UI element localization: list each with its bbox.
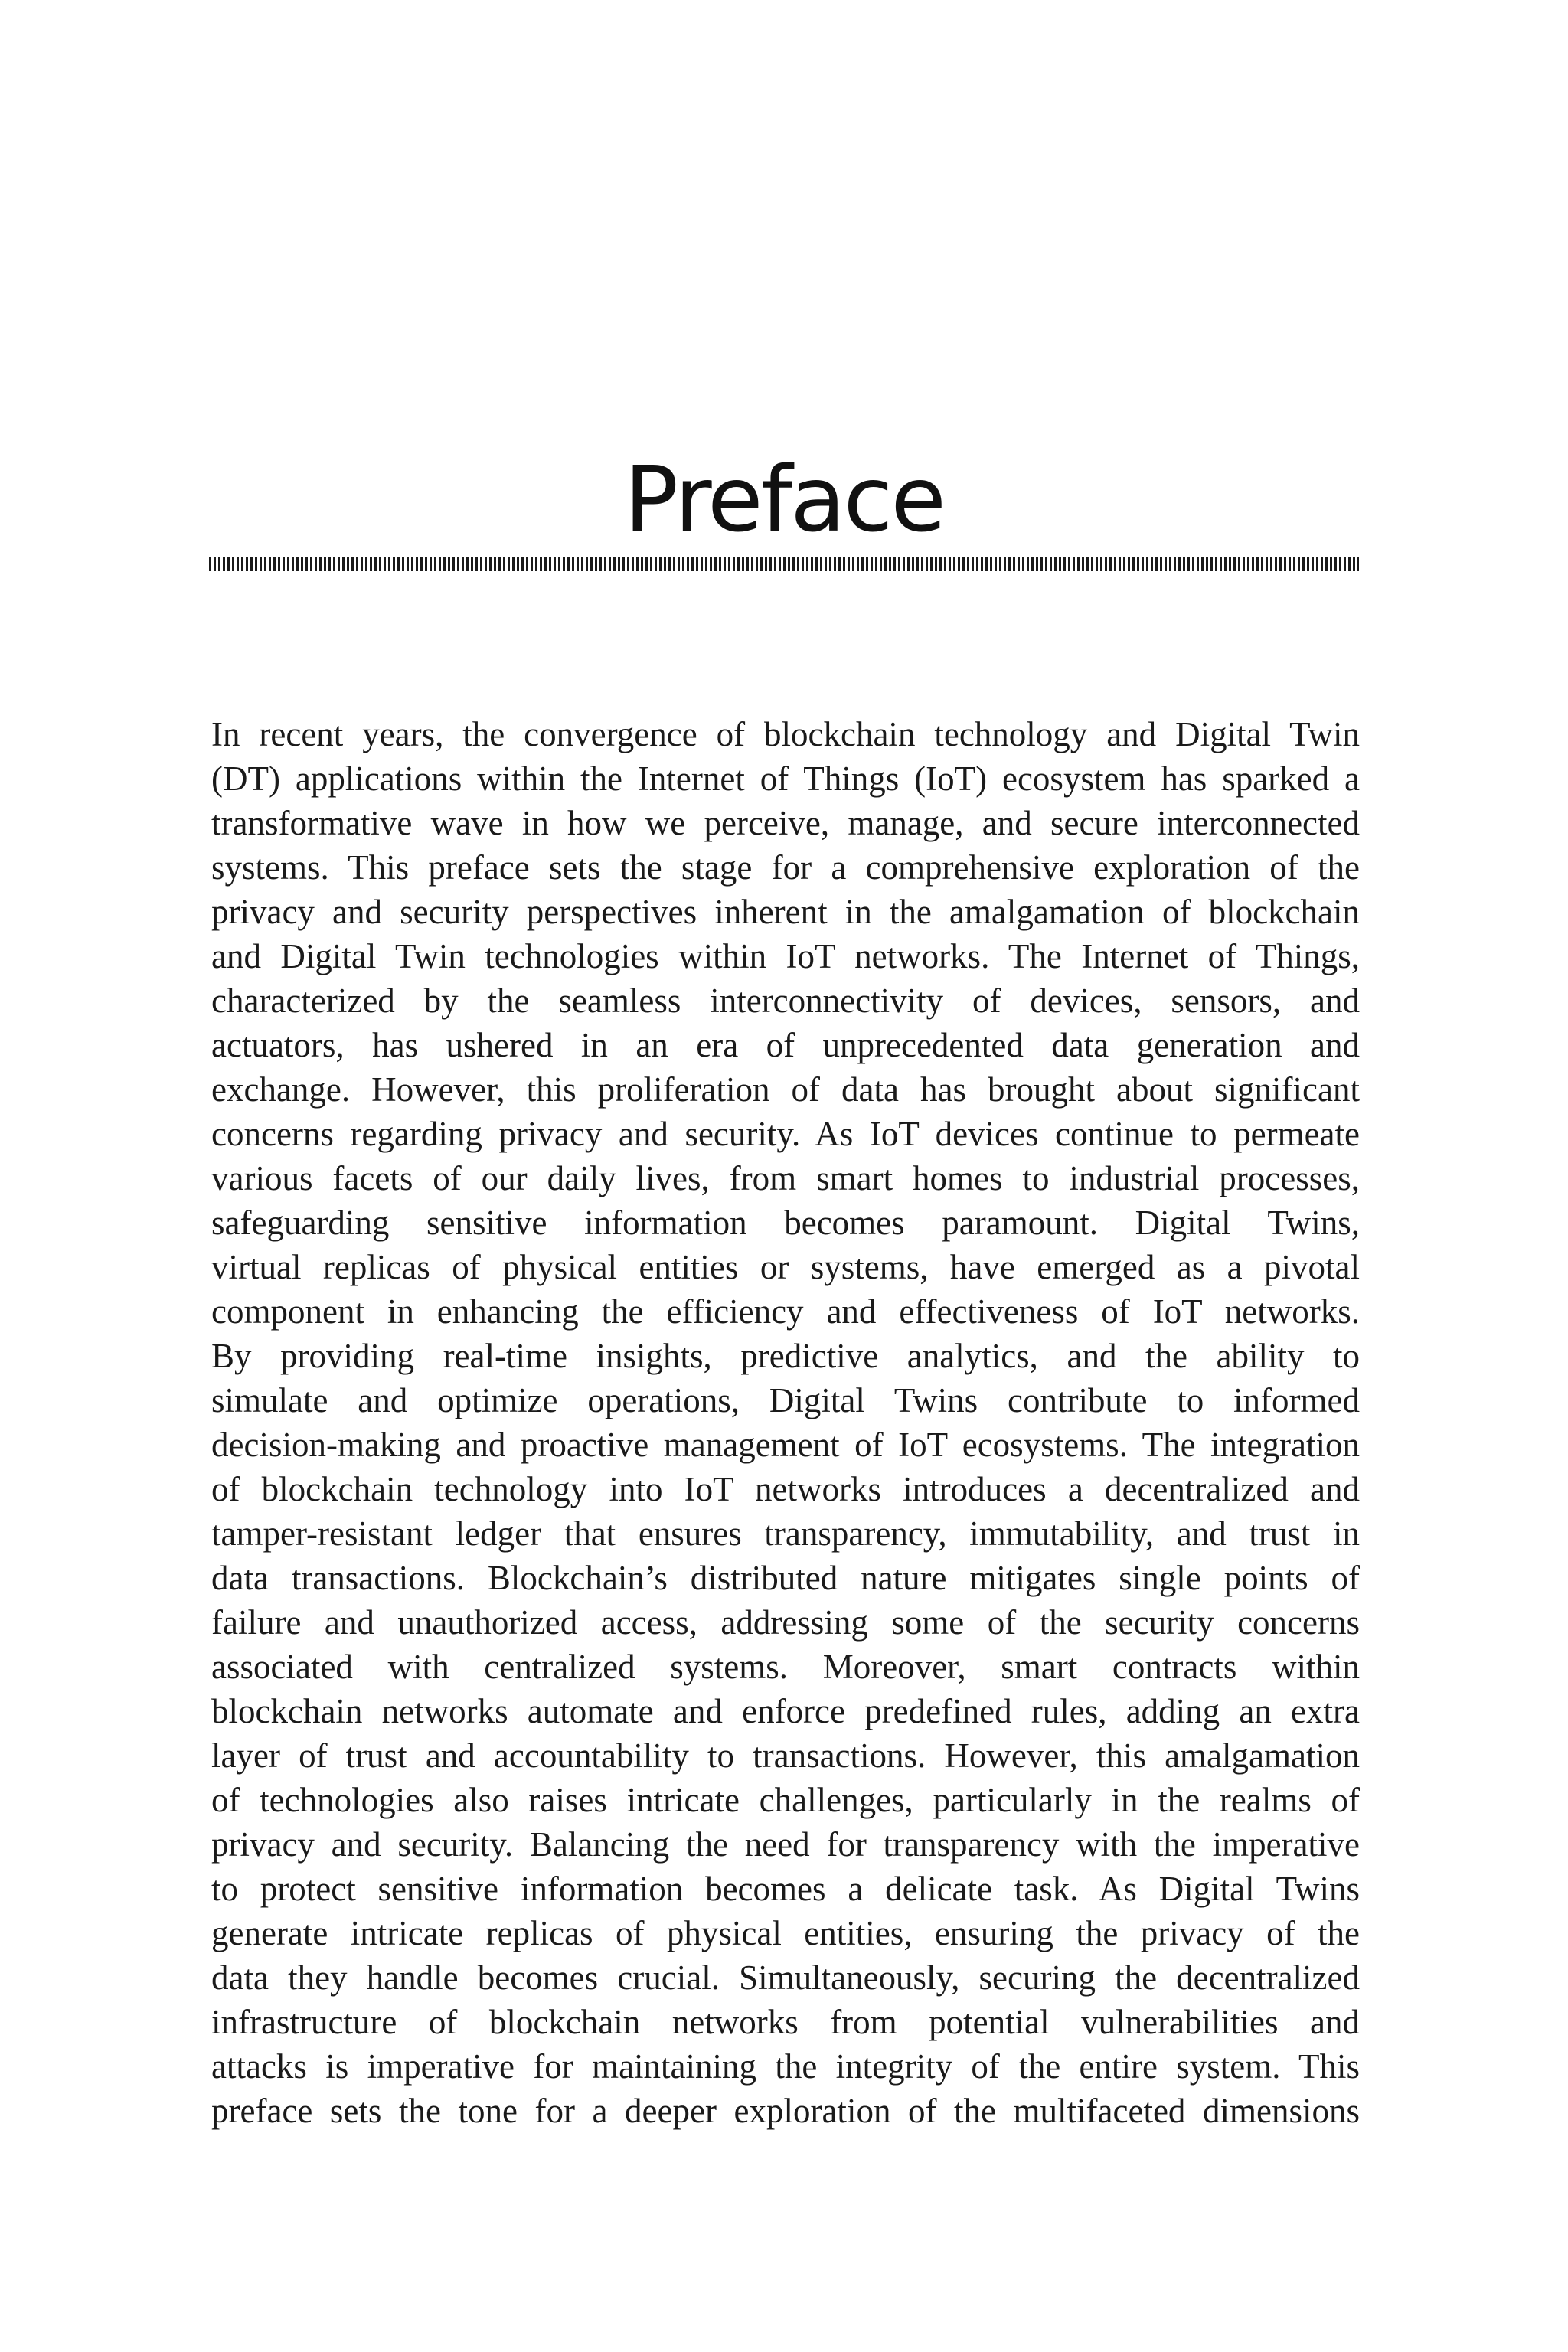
page-title: Preface (624, 446, 944, 552)
text-line: characterized by the seamless interconnectivity of devices, sensors, and (211, 982, 1360, 1020)
text-line: transformative wave in how we perceive, manage, and secure interconnected (211, 804, 1360, 842)
title-divider-rule (209, 557, 1359, 571)
text-line: associated with centralized systems. Moreover, smart contracts within (211, 1648, 1360, 1686)
text-line: safeguarding sensitive information becomes paramount. Digital Twins, (211, 1204, 1360, 1242)
text-line: tamper-resistant ledger that ensures transparency, immutability, and trust in (211, 1514, 1360, 1553)
preface-body-text (211, 712, 1360, 2133)
text-line: component in enhancing the efficiency and effectiveness of IoT networks. (211, 1292, 1360, 1331)
text-line: to protect sensitive information becomes a delicate task. As Digital Twins (211, 1870, 1360, 1908)
text-line: infrastructure of blockchain networks from potential vulnerabilities and (211, 2003, 1360, 2041)
text-line: decision-making and proactive management of IoT ecosystems. The integration (211, 1426, 1360, 1464)
text-line: various facets of our daily lives, from smart homes to industrial processes, (211, 1159, 1360, 1197)
text-line: of blockchain technology into IoT networks introduces a decentralized and (211, 1470, 1360, 1508)
text-line: In recent years, the convergence of blockchain technology and Digital Twin (211, 715, 1360, 753)
text-line: (DT) applications within the Internet of Things (IoT) ecosystem has sparked a (211, 760, 1360, 798)
text-line: virtual replicas of physical entities or systems, have emerged as a pivotal (211, 1248, 1360, 1286)
text-line: systems. This preface sets the stage for a comprehensive exploration of the (211, 848, 1360, 887)
text-line: privacy and security. Balancing the need for transparency with the imperative (211, 1825, 1360, 1864)
text-line: blockchain networks automate and enforce predefined rules, adding an extra (211, 1692, 1360, 1730)
text-line: layer of trust and accountability to transactions. However, this amalgamation (211, 1736, 1360, 1775)
text-line: data they handle becomes crucial. Simultaneously, securing the decentralized (211, 1958, 1360, 1997)
text-line: simulate and optimize operations, Digital Twins contribute to informed (211, 1381, 1360, 1419)
text-line: concerns regarding privacy and security. As IoT devices continue to permeate (211, 1115, 1360, 1153)
text-line: exchange. However, this proliferation of data has brought about significant (211, 1070, 1360, 1109)
text-line: preface sets the tone for a deeper exploration of the multifaceted dimensions (211, 2092, 1360, 2130)
text-line: By providing real-time insights, predictive analytics, and the ability to (211, 1337, 1360, 1375)
text-line: generate intricate replicas of physical entities, ensuring the privacy of the (211, 1914, 1360, 1952)
text-line: actuators, has ushered in an era of unprecedented data generation and (211, 1026, 1360, 1064)
text-line: failure and unauthorized access, addressing some of the security concerns (211, 1603, 1360, 1642)
text-line: attacks is imperative for maintaining the integrity of the entire system. This (211, 2047, 1360, 2086)
text-line: and Digital Twin technologies within IoT networks. The Internet of Things, (211, 937, 1360, 975)
text-line: data transactions. Blockchain’s distributed nature mitigates single points of (211, 1559, 1360, 1597)
text-line: of technologies also raises intricate challenges, particularly in the realms of (211, 1781, 1360, 1819)
text-line: privacy and security perspectives inherent in the amalgamation of blockchain (211, 893, 1360, 931)
